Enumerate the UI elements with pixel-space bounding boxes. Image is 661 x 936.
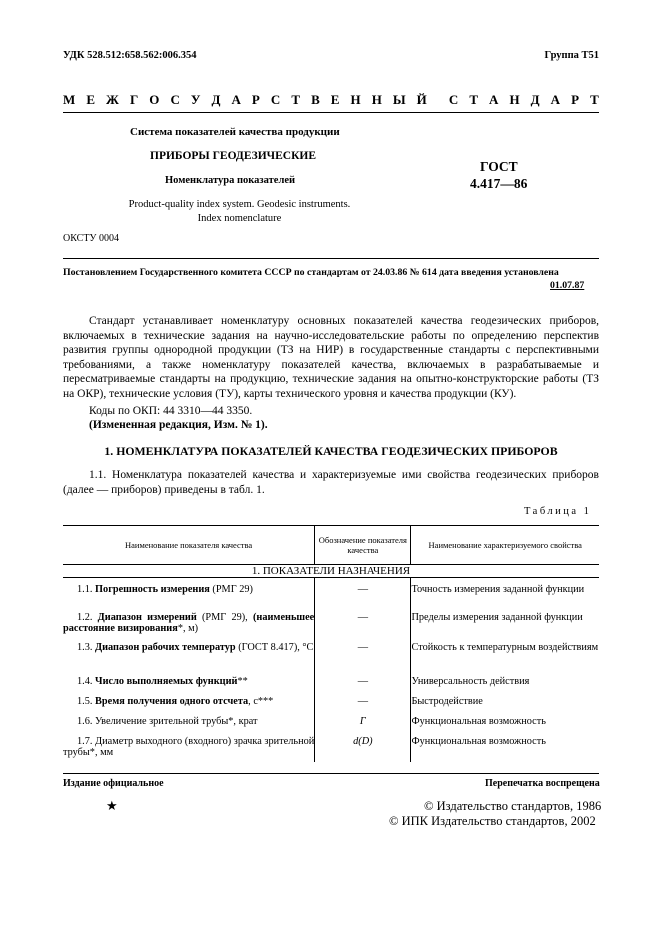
okstu-code: ОКСТУ 0004	[63, 233, 120, 244]
udk-code: УДК 528.512:658.562:006.354	[63, 50, 197, 61]
table-row	[63, 638, 599, 672]
cell-designation: Г	[315, 712, 411, 732]
index-name-bold: Диапазон рабочих температур	[95, 641, 236, 653]
cell-property: Пределы измерения заданной функции	[411, 611, 583, 623]
index-name-bold: Время получения одного отсчета	[95, 695, 249, 707]
english-title	[112, 198, 367, 226]
header-designation: Обозначение показателя качества	[315, 526, 411, 565]
section-1-heading: 1. НОМЕНКЛАТУРА ПОКАЗАТЕЛЕЙ КАЧЕСТВА ГЕОДЕЗИЧЕСКИХ ПРИБОРОВ	[104, 444, 558, 458]
cell-index-name	[63, 638, 315, 672]
cell-property: Быстродействие	[411, 695, 483, 707]
document-subtitle: Номенклатура показателей	[165, 175, 296, 186]
cell-designation: —	[315, 638, 411, 672]
interstate-letter: Т	[469, 92, 478, 107]
revision-note: (Измененная редакция, Изм. № 1).	[89, 419, 268, 431]
interstate-letter: Д	[211, 92, 221, 107]
interstate-letter: Е	[330, 92, 340, 107]
header-index-name: Наименование показателя качества	[63, 526, 315, 565]
index-name-text: **	[237, 675, 248, 687]
gost-label: ГОСТ	[480, 159, 518, 174]
interstate-letter: Ж	[106, 92, 119, 107]
paragraph-1-1: 1.1. Номенклатура показателей качества и характеризуемые ими свойства геодезических приборов (далее — приборов) приведены в табл. 1.	[63, 469, 599, 496]
index-name-text: , с***	[248, 695, 274, 707]
cell-property: Точность измерения заданной функции	[411, 584, 585, 595]
row-number: 1.3.	[77, 641, 93, 653]
row-number: 1.5.	[77, 695, 93, 707]
interstate-letter: Е	[86, 92, 95, 107]
cell-property: Функциональная возможность	[411, 715, 546, 727]
document-title: ПРИБОРЫ ГЕОДЕЗИЧЕСКИЕ	[150, 150, 317, 162]
cell-index-name	[63, 712, 315, 732]
interstate-letter: О	[149, 92, 160, 107]
index-name-bold: Погрешность измерения	[95, 584, 210, 595]
index-name-text-2: *, м)	[177, 622, 199, 634]
cell-designation: —	[315, 672, 411, 692]
copyright-1986: © Издательство стандартов, 1986	[424, 799, 602, 813]
interstate-letter: Д	[530, 92, 540, 107]
cell-index-name	[63, 672, 315, 692]
row-number: 1.1.	[77, 584, 93, 595]
header-property: Наименование характеризуемого свойства	[411, 526, 599, 565]
table-header-row	[63, 526, 599, 565]
intro-paragraph: Стандарт устанавливает номенклатуру основных показателей качества геодезических приборов, включаемых в технические задания на научно-исследовательские работы по определению перспектив развития группы однородной продукции (ТЗ на НИР) в государственные стандарты с перспективными требованиями, а также номенклатуру показателей качества, включаемых в разрабатываемые и пересматриваемые стандарты на продукцию, технические задания на опытно-конструкторские работы (ТЗ на ОКР), технические условия (ТУ), карты технического уровня и качества продукции (КУ).	[63, 315, 599, 400]
row-number: 1.6.	[77, 715, 93, 727]
official-edition: Издание официальное	[63, 778, 164, 789]
cell-designation: —	[315, 578, 411, 608]
interstate-letter: А	[550, 92, 561, 107]
okp-codes: Коды по ОКП: 44 3310—44 3350.	[89, 405, 253, 417]
english-title-line1: Product-quality index system. Geodesic instruments.	[128, 199, 351, 210]
interstate-letter: Р	[251, 92, 260, 107]
section-row	[63, 565, 599, 578]
english-title-line2: Index nomenclature	[197, 213, 282, 224]
row-number: 1.7.	[77, 735, 93, 747]
index-name-text: Увеличение зрительной трубы*, крат	[95, 715, 258, 727]
interstate-standard-heading	[63, 92, 599, 108]
interstate-letter: Т	[590, 92, 599, 107]
interstate-letter: С	[448, 92, 459, 107]
system-title: Система показателей качества продукции	[130, 126, 340, 138]
interstate-letter: Н	[371, 92, 382, 107]
cell-designation: d(D)	[315, 732, 411, 762]
index-name-bold: Диапазон измерений	[97, 611, 197, 623]
cell-index-name	[63, 732, 315, 762]
table-row	[63, 578, 599, 608]
interstate-letter: У	[190, 92, 201, 107]
heading-rule	[63, 112, 599, 113]
interstate-letter: А	[231, 92, 241, 107]
star-icon: ★	[106, 798, 118, 813]
row-number: 1.4.	[77, 675, 93, 687]
index-name-bold: Число выполняемых функций	[95, 675, 238, 687]
cell-designation: —	[315, 692, 411, 712]
table-row	[63, 732, 599, 762]
index-name-text: (ГОСТ 8.417), °С	[235, 641, 314, 653]
interstate-letter: С	[170, 92, 180, 107]
interstate-letter: Й	[416, 92, 427, 107]
table-row	[63, 692, 599, 712]
index-name-text: Диаметр выходного (входного) зрачка зрительной трубы*, мм	[63, 735, 315, 758]
interstate-letter: Н	[509, 92, 520, 107]
interstate-letter: Ы	[392, 92, 406, 107]
interstate-letter: Н	[350, 92, 361, 107]
decree-date: 01.07.87	[550, 280, 585, 291]
table-row	[63, 608, 599, 638]
row-number: 1.2.	[77, 611, 93, 623]
cell-index-name	[63, 608, 315, 638]
section-row-label: 1. ПОКАЗАТЕЛИ НАЗНАЧЕНИЯ	[63, 565, 599, 578]
cell-index-name	[63, 578, 315, 608]
title-block-rule	[63, 258, 599, 259]
reprint-prohibited: Перепечатка воспрещена	[485, 778, 600, 789]
index-name-bold-2: (наименьшее расстояние визирования	[63, 611, 315, 634]
copyright-2002: © ИПК Издательство стандартов, 2002	[389, 814, 596, 828]
interstate-letter: Т	[291, 92, 301, 107]
quality-index-table	[63, 525, 599, 762]
table-row	[63, 712, 599, 732]
interstate-letter: С	[270, 92, 281, 107]
decree-text: Постановлением Государственного комитета СССР по стандартам от 24.03.86 № 614 дата введения установлена	[63, 267, 559, 278]
cell-index-name	[63, 692, 315, 712]
cell-property: Стойкость к температурным воздействиям	[411, 641, 599, 653]
table-bottom-rule	[63, 773, 599, 774]
interstate-letter: М	[63, 92, 76, 107]
interstate-letter: А	[489, 92, 499, 107]
table-caption: Таблица 1	[524, 506, 592, 517]
interstate-letter: Г	[129, 92, 139, 107]
cell-property: Универсальность действия	[411, 675, 530, 687]
group-code: Группа Т51	[544, 50, 599, 61]
table-row	[63, 672, 599, 692]
interstate-letter: В	[311, 92, 320, 107]
cell-designation: —	[315, 608, 411, 638]
page-header	[63, 50, 599, 61]
cell-property: Функциональная возможность	[411, 735, 546, 747]
index-name-text: (РМГ 29)	[209, 584, 253, 595]
interstate-letter: Р	[571, 92, 580, 107]
index-name-text: (РМГ 29),	[196, 611, 253, 623]
gost-number: 4.417—86	[470, 176, 528, 191]
